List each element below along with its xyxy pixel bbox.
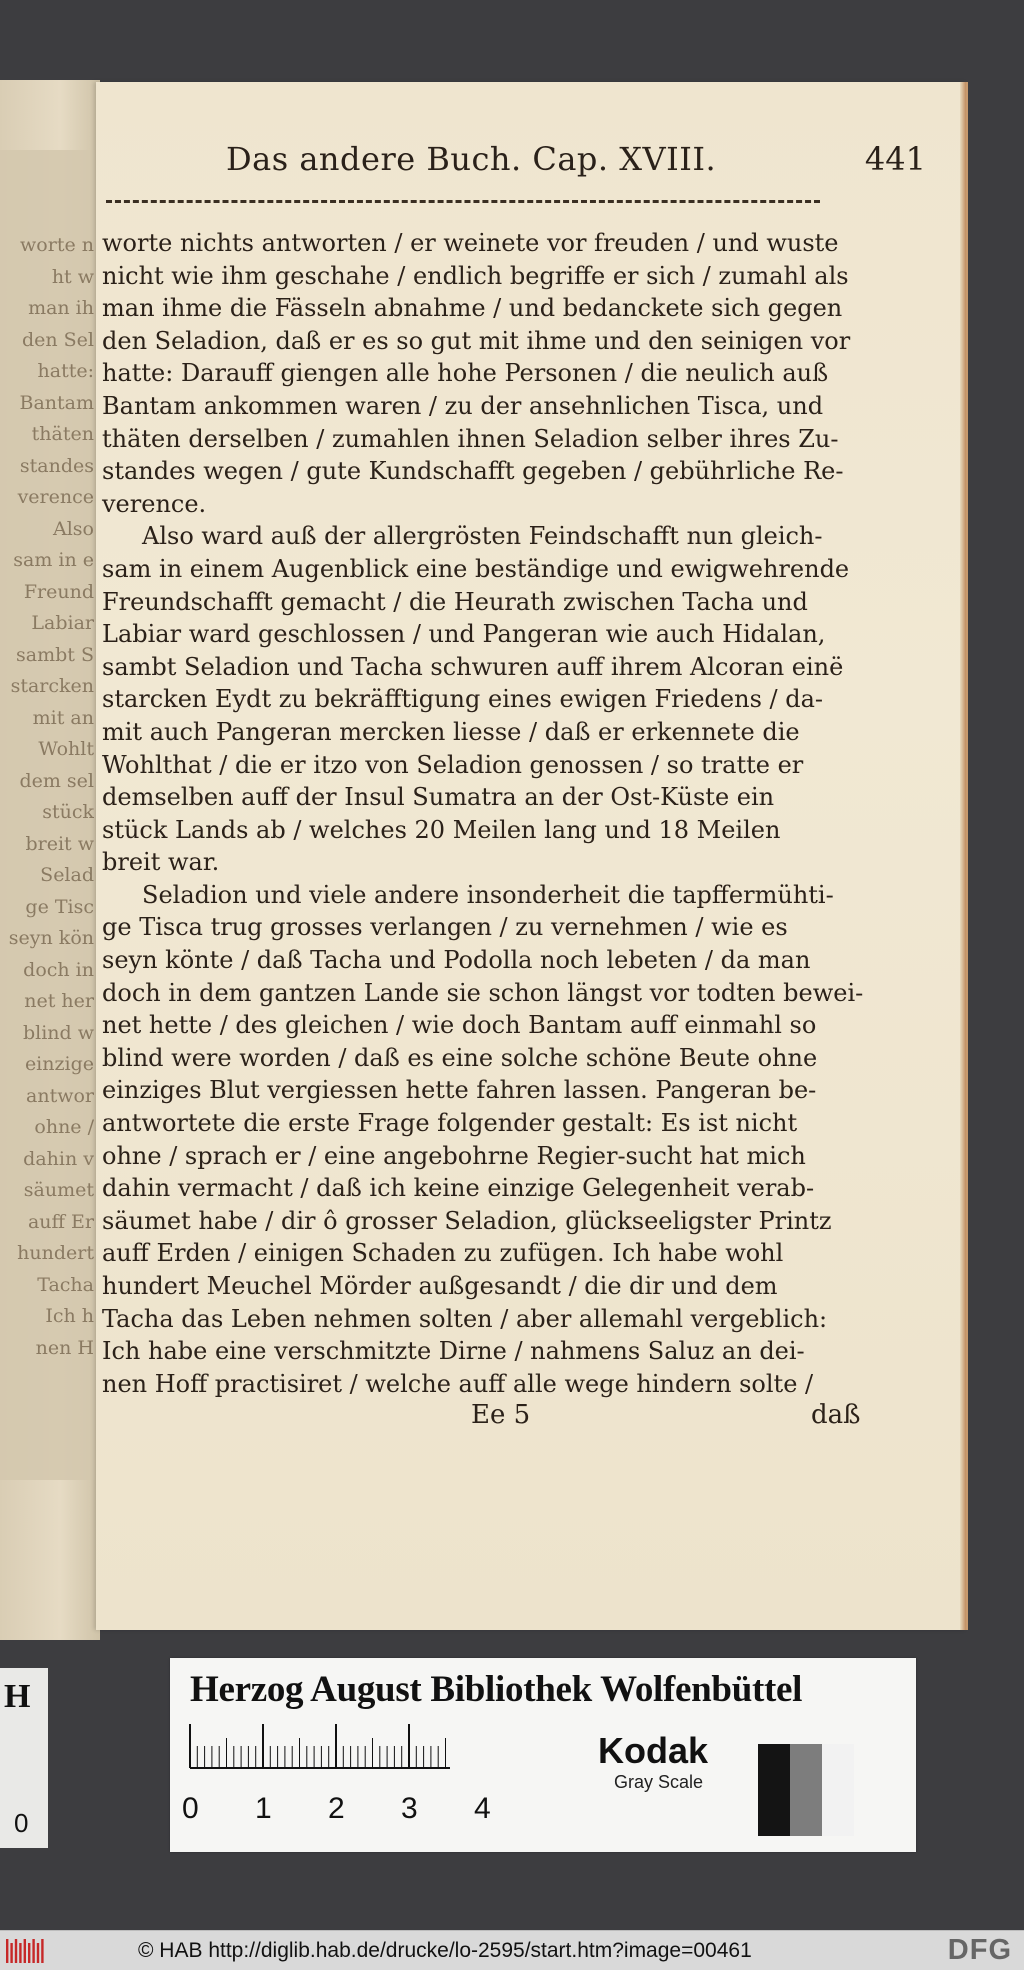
text-line: sam in einem Augenblick eine beständige und ewigwehrende	[102, 554, 850, 583]
gray-patch	[758, 1744, 790, 1836]
previous-page-line: thäten	[31, 423, 94, 445]
previous-page-line: ge Tisc	[25, 895, 94, 918]
page-edge	[960, 82, 966, 1630]
previous-page-line: stück	[42, 801, 94, 823]
previous-page-line: net her	[24, 990, 94, 1012]
text-line: nen Hoff practisiret / welche auff alle wege hindern solte /	[102, 1369, 814, 1398]
previous-page-edge	[0, 80, 100, 1640]
previous-page-line: breit w	[25, 832, 94, 855]
text-line: standes wegen / gute Kundschafft gegeben / gebührliche Re-	[102, 457, 844, 486]
previous-page-line: Wohlt	[38, 738, 94, 760]
previous-page-line: Freund	[23, 580, 94, 603]
scale-label: 2	[328, 1792, 345, 1825]
scale-label: 1	[255, 1792, 272, 1825]
previous-page-line: ohne /	[34, 1116, 94, 1138]
head-rule	[106, 200, 820, 203]
previous-page-line: antwor	[26, 1084, 94, 1107]
gray-scale-patches	[758, 1744, 854, 1836]
text-line: ohne / sprach er / eine angebohrne Regier-sucht hat mich	[102, 1141, 806, 1170]
text-line: Also ward auß der allergrösten Feindschafft nun gleich-	[142, 522, 823, 551]
previous-page-line: einzige	[24, 1053, 94, 1075]
scale-ticks	[190, 1724, 446, 1768]
previous-page-line: Also	[53, 517, 94, 540]
dfg-logo: DFG	[947, 1934, 1012, 1966]
text-line: hundert Meuchel Mörder außgesandt / die dir und dem	[102, 1272, 778, 1300]
previous-page-line: seyn kön	[8, 927, 94, 949]
text-line: Bantam ankommen waren / zu der ansehnlichen Tisca, und	[102, 391, 824, 420]
previous-page-line: Ich h	[45, 1305, 94, 1327]
text-line: hatte: Darauff giengen alle hohe Personen / die neulich auß	[102, 359, 829, 388]
library-logo-icon	[4, 1937, 48, 1965]
text-line: starcken Eydt zu bekräfftigung eines ewigen Friedens / da-	[102, 685, 824, 714]
previous-page-line: hatte:	[37, 360, 94, 382]
logo-bar	[32, 1939, 34, 1963]
logo-bar	[41, 1939, 43, 1963]
text-line: Tacha das Leben nehmen solten / aber allemahl vergeblich:	[102, 1304, 828, 1333]
reference-card	[170, 1658, 916, 1852]
text-line: verence.	[102, 489, 207, 518]
text-line: nicht wie ihm geschahe / endlich begriffe er sich / zumahl als	[102, 261, 849, 290]
text-line: stück Lands ab / welches 20 Meilen lang und 18 Meilen	[102, 815, 781, 844]
scale-label: 0	[182, 1792, 199, 1825]
left-card-number: 0	[14, 1808, 29, 1838]
text-line: breit war.	[102, 848, 220, 877]
gray-patch	[822, 1744, 854, 1836]
logo-bar	[6, 1939, 8, 1963]
previous-page-line: säumet	[23, 1179, 94, 1201]
running-head-title: Das andere Buch. Cap. XVIII.	[226, 140, 717, 178]
scale-label: 3	[401, 1792, 418, 1825]
previous-page-line: den Sel	[21, 328, 94, 351]
text-line: Seladion und viele andere insonderheit die tapffermühti-	[142, 880, 834, 909]
kodak-brand: Kodak	[598, 1730, 709, 1771]
text-line: Labiar ward geschlossen / und Pangeran wie auch Hidalan,	[102, 620, 826, 649]
text-line: man ihme die Fässeln abnahme / und bedanckete sich gegen	[102, 294, 843, 323]
text-line: thäten derselben / zumahlen ihnen Seladion selber ihres Zu-	[102, 424, 839, 453]
footer-bar	[0, 1930, 1024, 1970]
text-line: mit auch Pangeran mercken liesse / daß er erkennete die	[102, 717, 800, 746]
previous-page-line: starcken	[10, 675, 94, 697]
previous-page-line: doch in	[23, 958, 94, 981]
left-card-letter: H	[4, 1678, 31, 1715]
gray-patch	[790, 1744, 822, 1836]
text-line: Ich habe eine verschmitzte Dirne / nahmens Saluz an dei-	[102, 1337, 805, 1366]
logo-bar	[24, 1939, 26, 1963]
previous-page-line: sambt S	[16, 643, 94, 666]
running-head	[226, 140, 926, 184]
signature-mark: Ee 5	[471, 1400, 531, 1430]
text-line: den Seladion, daß er es so gut mit ihme und den seinigen vor	[102, 326, 851, 355]
previous-page-line: mit an	[32, 706, 94, 729]
text-line: ge Tisca trug grosses verlangen / zu vernehmen / wie es	[102, 913, 788, 942]
text-line: doch in dem gantzen Lande sie schon längst vor todten bewei-	[102, 978, 864, 1007]
logo-bar	[37, 1943, 39, 1963]
scale-label: 4	[474, 1792, 491, 1825]
text-line: seyn könte / daß Tacha und Podolla noch lebeten / da man	[102, 946, 811, 975]
scale-labels	[182, 1792, 491, 1825]
text-line: Wohlthat / die er itzo von Seladion genossen / so tratte er	[102, 750, 804, 779]
previous-page-text	[2, 230, 94, 1364]
footer-copyright-link[interactable]: © HAB http://diglib.hab.de/drucke/lo-2595/start.htm?image=00461	[138, 1939, 752, 1962]
previous-page-line: dem sel	[19, 769, 94, 792]
page-number: 441	[864, 140, 926, 178]
text-line: Freundschafft gemacht / die Heurath zwischen Tacha und	[102, 587, 808, 616]
previous-page-line: Tacha	[37, 1273, 94, 1296]
text-line: auff Erden / einigen Schaden zu zufügen. Ich habe wohl	[102, 1239, 784, 1268]
logo-bar	[15, 1939, 17, 1963]
text-line: blind were worden / daß es eine solche schöne Beute ohne	[102, 1043, 818, 1072]
logo-bar	[10, 1943, 12, 1963]
previous-page-line: sam in e	[13, 549, 94, 571]
text-line: säumet habe / dir ô grosser Seladion, glückseeligster Printz	[102, 1206, 832, 1235]
logo-bar	[28, 1943, 30, 1963]
text-line: antwortete die erste Frage folgender gestalt: Es ist nicht	[102, 1109, 798, 1138]
logo-bar	[19, 1943, 21, 1963]
text-line: einziges Blut vergiessen hette fahren lassen. Pangeran be-	[102, 1076, 817, 1105]
previous-page-line: auff Er	[27, 1210, 94, 1233]
previous-page-line: worte n	[20, 234, 94, 256]
previous-page-line: hundert	[17, 1242, 94, 1264]
previous-page-line: verence	[17, 486, 94, 508]
previous-page-line: standes	[19, 454, 94, 477]
previous-page-line: Labiar	[31, 612, 94, 634]
book-page	[96, 82, 966, 1630]
previous-page-line: nen H	[35, 1336, 94, 1359]
previous-page-line: dahin v	[23, 1147, 94, 1170]
institution-name: Herzog August Bibliothek Wolfenbüttel	[190, 1669, 803, 1710]
text-line: net hette / des gleichen / wie doch Bantam auff einmahl so	[102, 1011, 817, 1040]
text-line: sambt Seladion und Tacha schwuren auff ihrem Alcoran einë	[102, 652, 844, 681]
catchword: daß	[811, 1400, 861, 1430]
text-line: dahin vermacht / daß ich keine einzige Gelegenheit verab-	[102, 1174, 815, 1203]
text-line: demselben auff der Insul Sumatra an der Ost-Küste ein	[102, 783, 775, 812]
left-reference-card	[0, 1668, 48, 1848]
gray-scale-label: Gray Scale	[614, 1772, 704, 1792]
previous-page-line: man ih	[28, 297, 94, 319]
previous-page-line: blind w	[22, 1021, 94, 1044]
previous-page-line: Bantam	[19, 391, 94, 414]
previous-page-line: Selad	[40, 864, 94, 886]
page-body-text	[102, 227, 862, 1400]
text-line: worte nichts antworten / er weinete vor freuden / und wuste	[102, 229, 839, 257]
previous-page-line: ht w	[51, 265, 94, 288]
